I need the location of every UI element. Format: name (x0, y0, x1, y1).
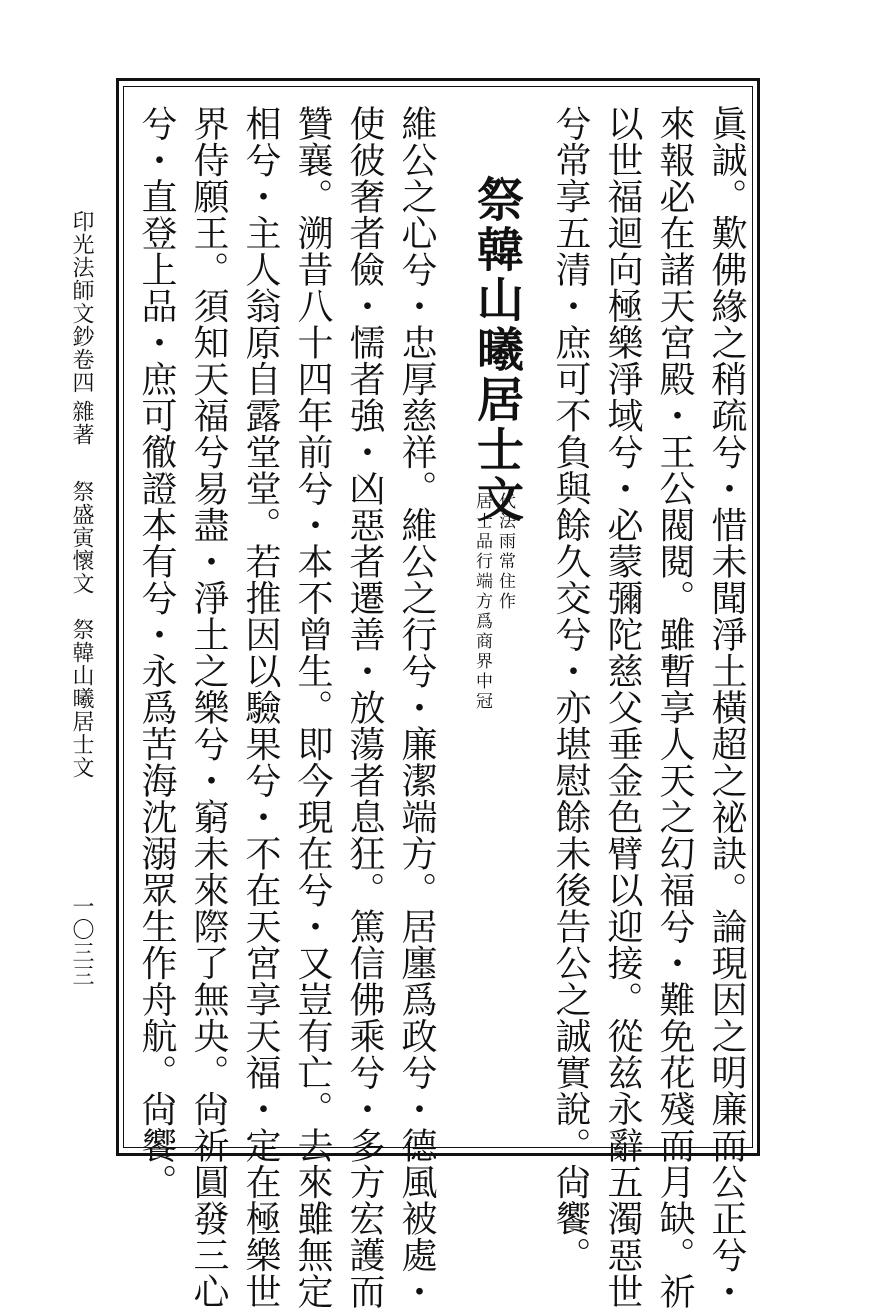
page-number: 一〇三三 (69, 895, 94, 987)
running-title: 印光法師文鈔卷四 (69, 210, 94, 394)
prev-text-line-2: 以世福迴向極樂淨域兮・必蒙彌陀慈父垂金色臂以迎接。從兹永辭五濁惡世 (602, 105, 643, 1310)
article-line-6: 兮・直登上品・庶可徹證本有兮・永爲苦海沈溺眾生作舟航。尙饗。 (136, 105, 177, 1200)
article-line-2: 使彼奢者儉・懦者強・凶惡者遷善・放蕩者息狂。篤信佛乘兮・多方宏護而 (344, 105, 385, 1310)
entries-label: 祭盛寅懷文 祭韓山曦居士文 (69, 480, 94, 779)
article-title: 祭韓山曦居士文 (469, 175, 524, 525)
article-line-5: 界侍願王。須知天福兮易盡・淨土之樂兮・窮未來際了無央。尙祈圓發三心 (188, 105, 229, 1310)
article-note-line-1: 代法雨常住作 (495, 492, 515, 612)
article-line-4: 相兮・主人翁原自露堂堂。若推因以驗果兮・不在天宮享天福・定在極樂世 (240, 105, 281, 1310)
prev-text-line-1: 兮常享五清・庶可不負與餘久交兮・亦堪慰餘未後告公之誠實說。尙饗。 (550, 105, 591, 1273)
article-note-line-2: 居士品行端方爲商界中冠 (472, 492, 492, 712)
article-line-3: 贊襄。溯昔八十四年前兮・本不曾生。即今現在兮・又豈有亡。去來雖無定 (292, 105, 333, 1310)
prev-text-line-4: 眞誠。歎佛緣之稍疏兮・惜未聞淨土橫超之祕訣。論現因之明廉而公正兮・ (706, 105, 747, 1310)
article-line-1: 維公之心兮・忠厚慈祥。維公之行兮・廉潔端方。居廛爲政兮・德風被處・ (396, 105, 437, 1310)
section-label: 雜著 (69, 400, 94, 446)
prev-text-line-3: 來報必在諸天宮殿・王公閥閱。雖暫享人天之幻福兮・難免花殘而月缺。祈 (654, 105, 695, 1310)
